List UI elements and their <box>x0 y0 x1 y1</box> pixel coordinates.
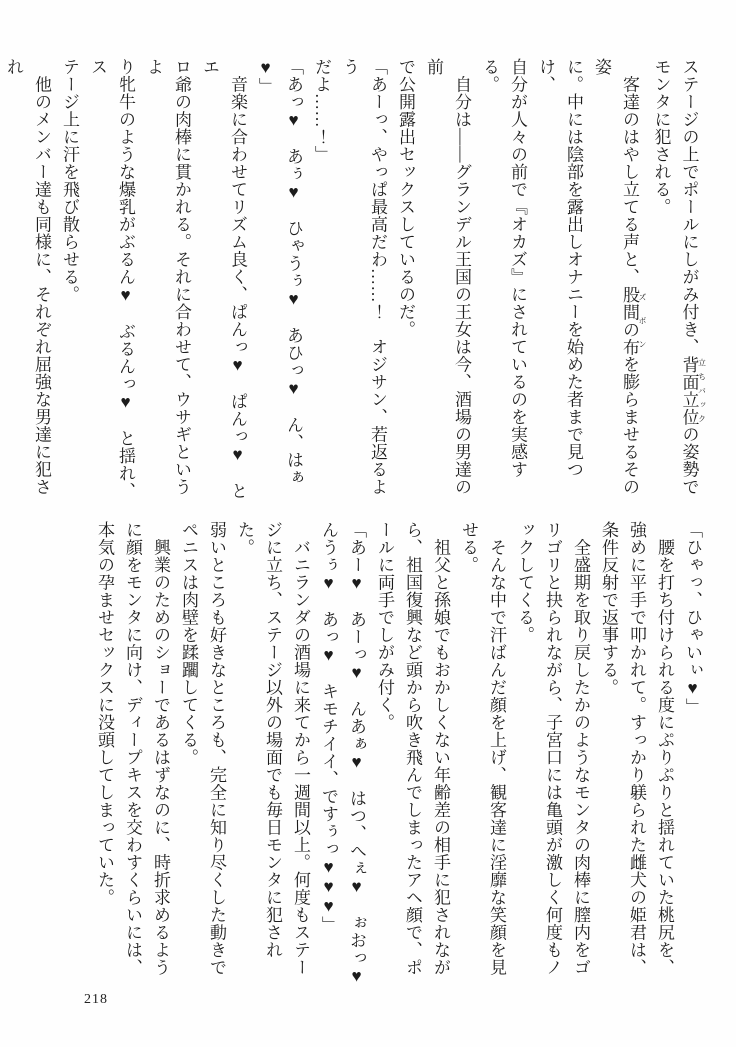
text-line: に。中には陰部を露出しオナニーを始めた者まで見つけ、 <box>536 58 583 478</box>
text-line: 自分が人々の前で『オカズ』にされているのを実感する。 <box>480 58 527 478</box>
text-band-top <box>4 58 707 510</box>
text-line: 強めに平手で叩かれて。すっかり躾られた雌犬の姫君は、 <box>627 521 646 976</box>
text-line: 「あー♥ あーっ♥ んあぁ♥ はつ、へぇ♥ ぉおっ♥ <box>347 521 366 986</box>
ruby-annotated-text: 股間の布 ズボン <box>620 285 647 356</box>
text-band-bottom <box>95 521 706 987</box>
text-line: バニランダの酒場に来てから一週間以上。何度もステー <box>291 521 310 976</box>
text-line: んうぅ♥ あっ♥ キモチイイ、ですぅっ♥♥♥」 <box>319 521 338 934</box>
text-line: ジに立ち、ステージ以外の場面でも毎日モンタに犯された。 <box>235 521 282 959</box>
text-line: リゴリと抉られながら、子宮口には亀頭が激しく何度もノ <box>543 521 562 976</box>
text-line: 条件反射で返事する。 <box>599 521 618 696</box>
text-line: ールに両手でしがみ付く。 <box>375 521 394 731</box>
text-line: ックしてくる。 <box>515 521 534 644</box>
text-line: せる。 <box>459 521 478 574</box>
text-line: 自分は――グランデル王国の王女は今、酒場の男達の前 <box>424 58 471 496</box>
text-line: ペニスは肉壁を蹂躙してくる。 <box>179 521 198 766</box>
text-line: そんな中で汗ばんだ顔を上げ、観客達に淫靡な笑顔を見 <box>487 521 506 976</box>
text-line: で公開露出セックスしているのだ。 <box>396 58 415 338</box>
text-line: 「あっ♥ あぅ♥ ひゃうぅ♥ あひっ♥ ん、はぁ♥」 <box>256 58 303 486</box>
text-line: ロ爺の肉棒に貫かれる。それに合わせて、ウサギというよ <box>144 58 191 496</box>
text-line: り牝牛のような爆乳がぶるん♥ ぶるんっ♥ と揺れ、ス <box>88 58 135 500</box>
text-line: ら、祖国復興など頭から吹き飛んでしまったアヘ顔で、ポ <box>403 521 422 976</box>
text-line: 他のメンバー達も同様に、それぞれ屈強な男達に犯され <box>4 58 51 496</box>
text-line: 本気の孕ませセックスに没頭してしまっていた。 <box>95 521 114 906</box>
text-line: に顔をモンタに向け、ディープキスを交わすくらいには、 <box>123 521 142 976</box>
text-line: 客達のはやし立てる声と、股間の布 ズボンを膨らませるその姿 <box>592 58 647 496</box>
text-line: 「ひゃっ、ひゃいぃ♥」 <box>683 521 702 716</box>
text-line: テージ上に汗を飛び散らせる。 <box>60 58 79 303</box>
text-line: 祖父と孫娘でもおかしくない年齢差の相手に犯されなが <box>431 521 450 976</box>
text-line: 音楽に合わせてリズム良く、ぱんっ♥ ぱんっ♥ とエ <box>200 58 247 500</box>
text-line: ステージの上でポールにしがみ付き、背面立位 立ちバックの姿勢で <box>679 58 707 496</box>
text-line: 腰を打ち付けられる度にぷりぷりと揺れていた桃尻を、 <box>655 521 674 976</box>
text-line: 全盛期を取り戻したかのようなモンタの肉棒に膣内をゴ <box>571 521 590 976</box>
text-line: モンタに犯される。 <box>651 58 671 216</box>
ruby-annotated-text: 背面立位 立ちバック <box>679 355 707 426</box>
page-number: 218 <box>84 992 108 1007</box>
text-line: 興業のためのショーであるはずなのに、時折求めるよう <box>151 521 170 976</box>
text-line: 「あーっ、やっぱ最高だわ……！ オジサン、若返るよう <box>340 58 387 496</box>
text-line: だよ……！」 <box>312 58 331 163</box>
text-line: 弱いところも好きなところも、完全に知り尽くした動きで <box>207 521 226 976</box>
